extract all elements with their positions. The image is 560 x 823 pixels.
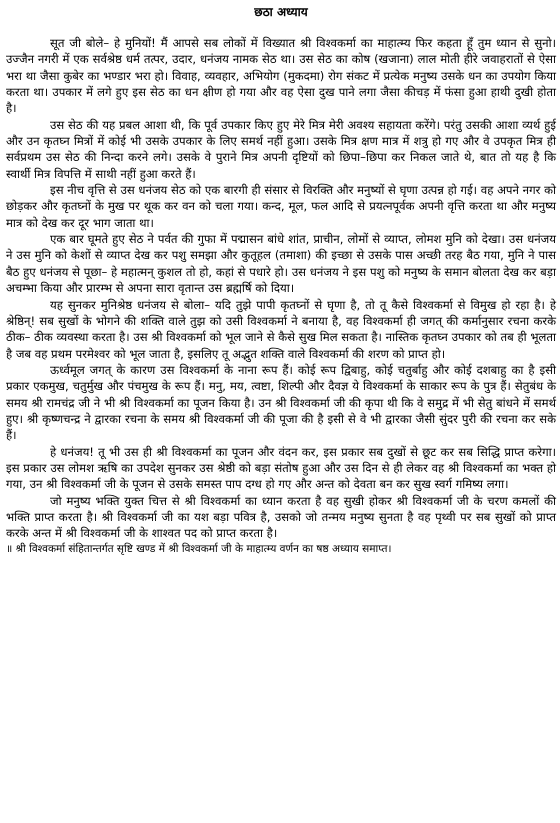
paragraph-2: उस सेठ की यह प्रबल आशा थी, कि पूर्व उपकार किए हुए मेरे मित्र मेरी अवश्य सहायता करेंगे। परंतु उसकी आशा व्यर्थ हुई और उन कृतघ्न मित्रों में कोई भी उसके उपकार के लिए समर्थ नहीं हुआ। उसके मित्र क्षण मात्र में शत्रु हो गए और वे उपकृत मित्र ही सर्वप्रथम उस सेठ की निन्दा करने लगे। उसके वे पुराने मित्र अपनी दृष्टियों को छिपा–छिपा कर निकल जाते थे, बात तो यह है कि स्वार्थी मित्र विपत्ति में साथी नहीं हुआ करते हैं। — [6, 117, 556, 181]
paragraph-5: यह सुनकर मुनिश्रेष्ठ धनंजय से बोला– यदि तुझे पापी कृतघ्नों से घृणा है, तो तू कैसे विश्वकर्मा से विमुख हो रहा है। हे श्रेष्ठिन्! सब सुखों के भोगने की शक्ति वाले तुझ को उसी विश्वकर्मा ने बनाया है, वह विश्वकर्मा ही जगत् की कर्मानुसार रचना करके ठीक– ठीक व्यवस्था करता है। उस श्री विश्वकर्मा को भूल जाने से कैसे सुख मिल सकता है। नास्तिक कृतघ्न उपकार को तब ही भूलता है जब वह प्रथम परमेश्वर को भूल जाता है, इसलिए तू अद्भुत शक्ति वाले विश्वकर्मा की शरण को प्राप्त हो। — [6, 297, 556, 361]
paragraph-7: हे धनंजय! तू भी उस ही श्री विश्वकर्मा का पूजन और वंदन कर, इस प्रकार सब दुखों से छूट कर सब सिद्धि प्राप्त करेगा। इस प्रकार उस लोमश ऋषि का उपदेश सुनकर उस श्रेष्ठी को बड़ा संतोष हुआ और उस दिन से ही लेकर वह श्री विश्वकर्मा का भक्त हो गया, उन श्री विश्वकर्मा जी के पूजन से उसके समस्त पाप दग्ध हो गए और अन्त को देवता बन कर सुख स्वर्ग गमिष्य लगा। — [6, 444, 556, 492]
chapter-colophon: ॥ श्री विश्वकर्मा संहितान्तर्गत सृष्टि खण्ड में श्री विश्वकर्मा जी के माहात्म्य वर्णन का षष्ठ अध्याय समाप्त। — [6, 542, 392, 555]
paragraph-6: ऊर्ध्वमूल जगत् के कारण उस विश्वकर्मा के नाना रूप हैं। कोई रूप द्विबाहु, कोई चतुर्बाहु और कोई दशबाहु का है इसी प्रकार एकमुख, चतुर्मुख और पंचमुख के रूप हैं। मनु, मय, त्वष्टा, शिल्पी और दैवज्ञ ये विश्वकर्मा के साकार रूप के पुत्र हैं। सेतुबंध के समय श्री रामचंद्र जी ने भी श्री विश्वकर्मा का पूजन किया है। उन श्री विश्वकर्मा जी की कृपा थी कि वे समुद्र में भी सेतु बांधने में समर्थ हुए। श्री कृष्णचन्द्र ने द्वारका रचना के समय श्री विश्वकर्मा जी की पूजा की है इसी से वे भी द्वारका जैसी सुंदर पुरी की रचना कर सके हैं। — [6, 362, 556, 443]
paragraph-3: इस नीच वृत्ति से उस धनंजय सेठ को एक बारगी ही संसार से विरक्ति और मनुष्यों से घृणा उत्पन्न हो गई। वह अपने नगर को छोड़कर और कृतघ्नों के मुख पर थूक कर वन को चला गया। कन्द, मूल, फल आदि से प्रयत्नपूर्वक अपनी वृत्ति करता था और मनुष्य मात्र को देख कर दूर भाग जाता था। — [6, 183, 556, 230]
paragraph-4: एक बार घूमते हुए सेठ ने पर्वत की गुफा में पद्मासन बांधे शांत, प्राचीन, लोमों से व्याप्त, लोमश मुनि को देखा। उस धनंजय ने उस मुनि को केशों से व्याप्त देख कर पशु समझा और कुतूहल (तमाशा) की इच्छा से उसके पास अच्छी तरह बैठ गया, मुनि ने पास बैठ हुए धनंजय से पूछा– हे महात्मन् कुशल तो हो, कहां से पधारे हो। उस धनंजय ने इस पशु को मनुष्य के समान बोलता देख कर बड़ा अचम्भा किया और प्रारम्भ से अपना सारा वृतान्त उस ब्रह्मर्षि को दिया। — [6, 232, 556, 296]
paragraph-8: जो मनुष्य भक्ति युक्त चित्त से श्री विश्वकर्मा का ध्यान करता है वह सुखी होकर श्री विश्वकर्मा जी के चरण कमलों की भक्ति प्राप्त करता है। श्री विश्वकर्मा जी का यश बड़ा पवित्र है, उसको जो तन्मय मनुष्य सुनता है वह पृथ्वी पर सब सुखों को प्राप्त करके अन्त में श्री विश्वकर्मा जी के शाश्वत पद को प्राप्त करता है। — [6, 493, 556, 541]
paragraph-1: सूत जी बोले– हे मुनियों! मैं आपसे सब लोकों में विख्यात श्री विश्वकर्मा का माहात्म्य फिर कहता हूँ तुम ध्यान से सुनो। उज्जैन नगरी में एक सर्वश्रेष्ठ धर्म तत्पर, उदार, धनंजय नामक सेठ था। उस सेठ का कोष (खजाना) लाल मोती हीरे जवाहरातों से ऐसा भरा था जैसा कुबेर का भण्डार भरा हो। विवाह, व्यवहार, अभियोग (मुकदमा) रोग संकट में प्रत्येक मनुष्य उसके धन का उपयोग किया करता था। उपकार में लगे हुए इस सेठ का धन क्षीण हो गया और वह ऐसा दुख पाने लगा जैसा कीचड़ में फंसा हुआ हाथी दुखी होता है। — [6, 36, 556, 116]
chapter-title: छठा अध्याय — [254, 5, 308, 19]
